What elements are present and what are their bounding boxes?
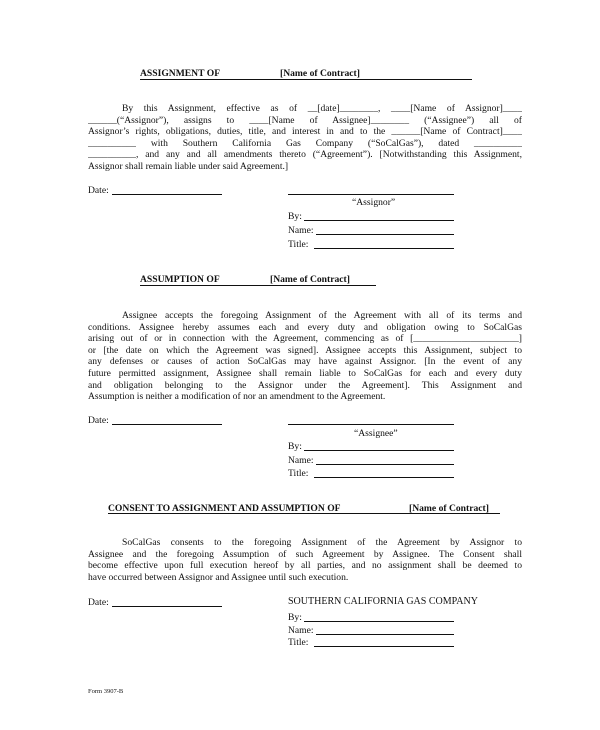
- form-number: Form 3907-B: [88, 688, 124, 695]
- assumption-date-line[interactable]: [112, 424, 222, 425]
- consent-contract-name: [Name of Contract]: [409, 503, 489, 514]
- assignor-by-line[interactable]: [304, 220, 454, 221]
- assignee-by-label: By:: [288, 441, 302, 452]
- assignment-date-label: Date:: [88, 185, 109, 196]
- assignment-line: Assignor shall remain liable under said Agreement.]: [88, 160, 289, 172]
- assignment-line: Assignor’s rights, obligations, duties, title, and interest in and to the ______[Name of Contract]____: [88, 126, 522, 138]
- assumption-heading: ASSUMPTION OF: [140, 274, 220, 285]
- company-by-label: By:: [288, 612, 302, 623]
- assignee-by-line[interactable]: [304, 450, 454, 451]
- assumption-paragraph: [88, 310, 522, 403]
- assignee-signature-line[interactable]: [288, 424, 454, 425]
- assignee-party-label: “Assignee”: [354, 428, 398, 439]
- company-name-field-label: Name:: [288, 625, 314, 636]
- assignee-title-line[interactable]: [314, 477, 454, 478]
- consent-heading: CONSENT TO ASSIGNMENT AND ASSUMPTION OF: [108, 503, 341, 514]
- assignor-signature-line[interactable]: [288, 194, 454, 195]
- assumption-line: arising out of or in connection with the Agreement, commencing as of [______________________]: [88, 333, 522, 345]
- company-title-label: Title:: [288, 637, 309, 648]
- assignment-line: By this Assignment, effective as of __[date]________, ____[Name of Assignor]____: [122, 103, 522, 114]
- assignor-name-line[interactable]: [316, 234, 454, 235]
- consent-paragraph: [88, 537, 522, 583]
- assignor-name-label: Name:: [288, 225, 314, 236]
- assumption-line: or [the date on which the Agreement was signed]. Assignee accepts this Assignment, subject to: [88, 344, 522, 356]
- assignor-party-label: “Assignor”: [352, 197, 396, 208]
- assumption-line: and obligation belonging to the Assignor under the Agreement]. This Assignment and: [88, 379, 522, 391]
- assumption-contract-name: [Name of Contract]: [270, 274, 350, 285]
- assignor-title-line[interactable]: [314, 248, 454, 249]
- assignment-line: ______(“Assignor”), assigns to ____[Name of Assignee]________ (“Assignee”) all of: [88, 114, 522, 126]
- assignor-by-label: By:: [288, 211, 302, 222]
- consent-heading-underline: [108, 513, 500, 514]
- assumption-line: any defenses or causes of action SoCalGas may have against Assignor. [In the event of any: [88, 356, 522, 368]
- assumption-line: Assumption is neither a modification of nor an amendment to the Agreement.: [88, 391, 386, 403]
- company-by-line[interactable]: [304, 621, 454, 622]
- company-name-line[interactable]: [316, 634, 454, 635]
- assignment-heading: ASSIGNMENT OF: [140, 68, 221, 79]
- assignment-paragraph: [88, 103, 522, 173]
- assignment-line: __________, and any and all amendments thereto (“Agreement”). [Notwithstanding this Assignment,: [88, 149, 522, 161]
- assignee-name-label: Name:: [288, 455, 314, 466]
- assignment-date-line[interactable]: [112, 194, 222, 195]
- assignment-line: __________ with Southern California Gas Company (“SoCalGas”), dated __________: [88, 137, 522, 149]
- assumption-line: conditions. Assignee hereby assumes each and every duty and obligation owing to SoCalGas: [88, 321, 522, 333]
- assumption-line: future permitted assignment, Assignee shall remain liable to SoCalGas for each and every duty: [88, 367, 522, 379]
- company-name-label: SOUTHERN CALIFORNIA GAS COMPANY: [288, 596, 478, 607]
- assignee-name-line[interactable]: [316, 464, 454, 465]
- company-title-line[interactable]: [314, 646, 454, 647]
- assumption-heading-underline: [140, 285, 376, 286]
- assignee-title-label: Title:: [288, 468, 309, 479]
- assignor-title-label: Title:: [288, 239, 309, 250]
- consent-line: become effective upon full execution hereof by all parties, and no assignment shall be deemed to: [88, 560, 522, 572]
- assignment-heading-underline: [140, 79, 472, 80]
- assumption-date-label: Date:: [88, 415, 109, 426]
- consent-date-line[interactable]: [112, 606, 222, 607]
- assumption-line: Assignee accepts the foregoing Assignment of the Agreement with all of its terms and: [122, 310, 522, 321]
- consent-date-label: Date:: [88, 597, 109, 608]
- consent-line: have occurred between Assignor and Assignee until such execution.: [88, 571, 349, 583]
- consent-line: SoCalGas consents to the foregoing Assignment of the Agreement by Assignor to: [122, 537, 522, 548]
- assignment-contract-name: [Name of Contract]: [280, 68, 360, 79]
- consent-line: Assignee and the foregoing Assumption of such Agreement by Assignee. The Consent shall: [88, 548, 522, 560]
